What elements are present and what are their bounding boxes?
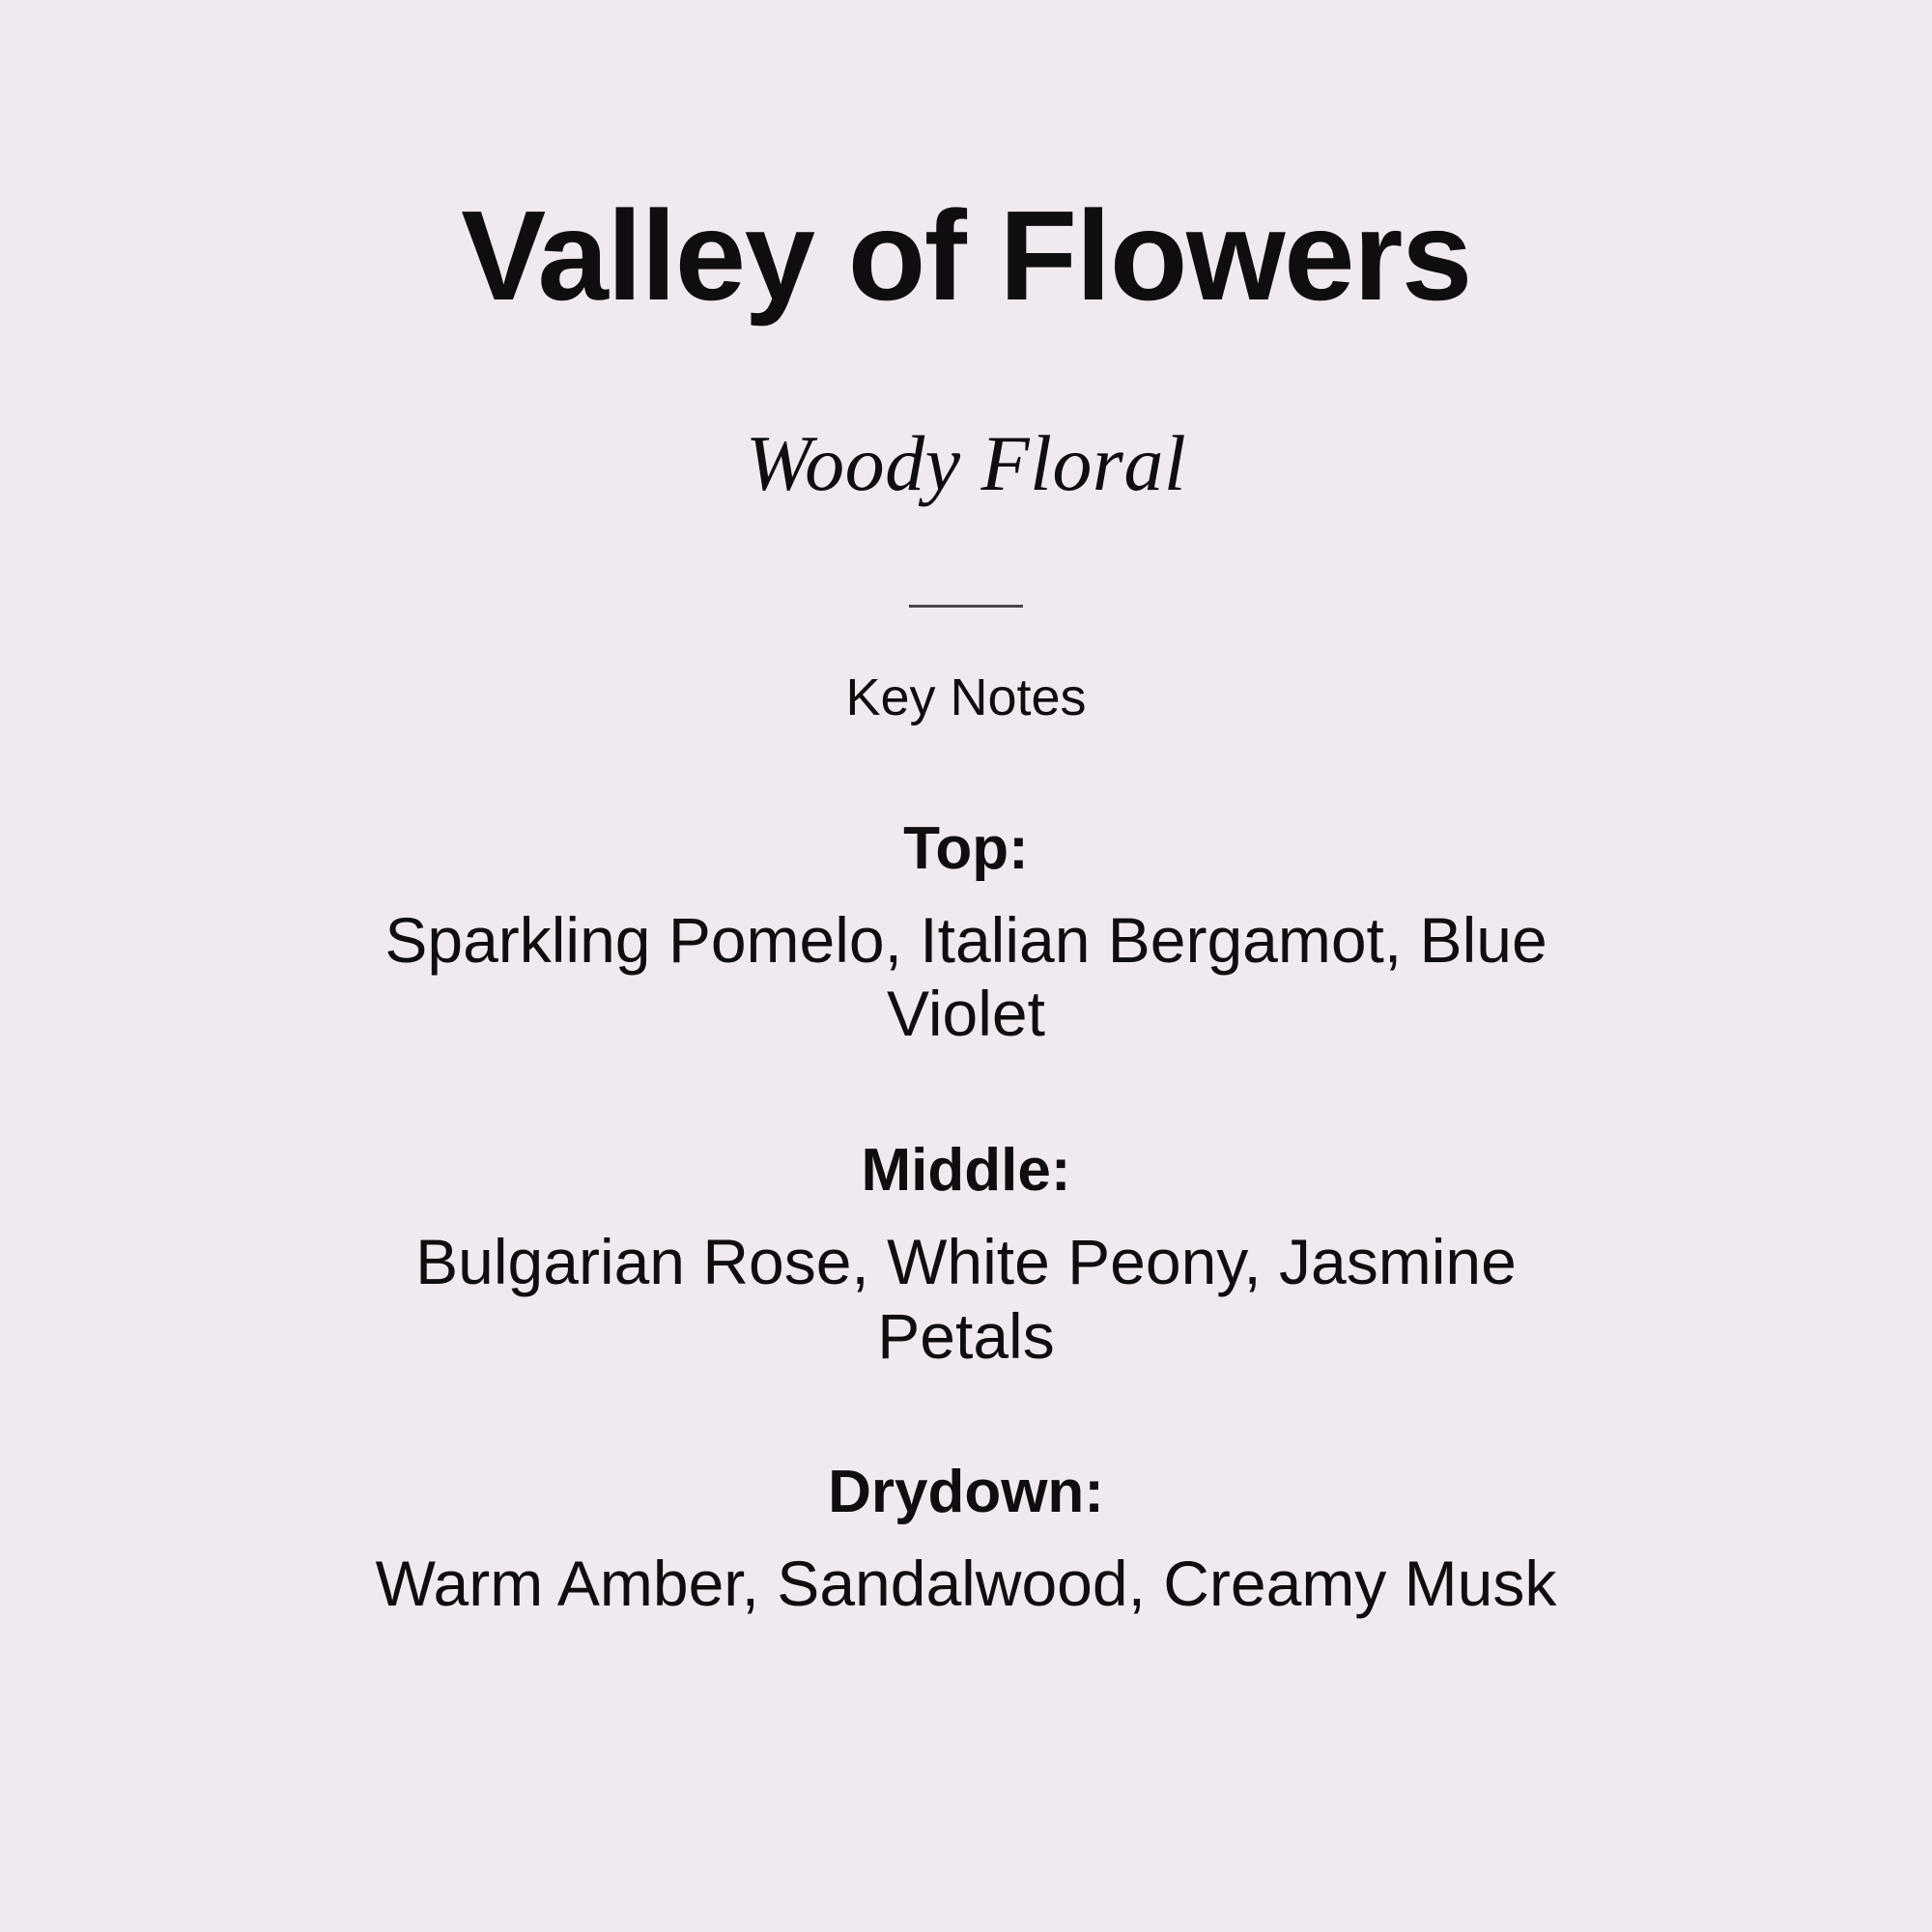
note-group-value-drydown: Warm Amber, Sandalwood, Creamy Musk bbox=[375, 1548, 1557, 1620]
note-group-middle bbox=[0, 1051, 1932, 1373]
note-group-value-top: Sparkling Pomelo, Italian Bergamot, Blue Violet bbox=[384, 903, 1548, 1050]
note-group-label-drydown: Drydown: bbox=[828, 1459, 1104, 1526]
note-group-top bbox=[0, 727, 1932, 1051]
key-notes-heading: Key Notes bbox=[845, 668, 1087, 726]
page-title: Valley of Flowers bbox=[461, 185, 1471, 327]
note-group-value-middle: Bulgarian Rose, White Peony, Jasmine Petals bbox=[415, 1226, 1517, 1372]
note-group-label-top: Top: bbox=[903, 814, 1029, 882]
note-group-label-middle: Middle: bbox=[861, 1136, 1071, 1204]
fragrance-family-subtitle: Woody Floral bbox=[745, 418, 1187, 507]
note-group-drydown bbox=[0, 1373, 1932, 1621]
